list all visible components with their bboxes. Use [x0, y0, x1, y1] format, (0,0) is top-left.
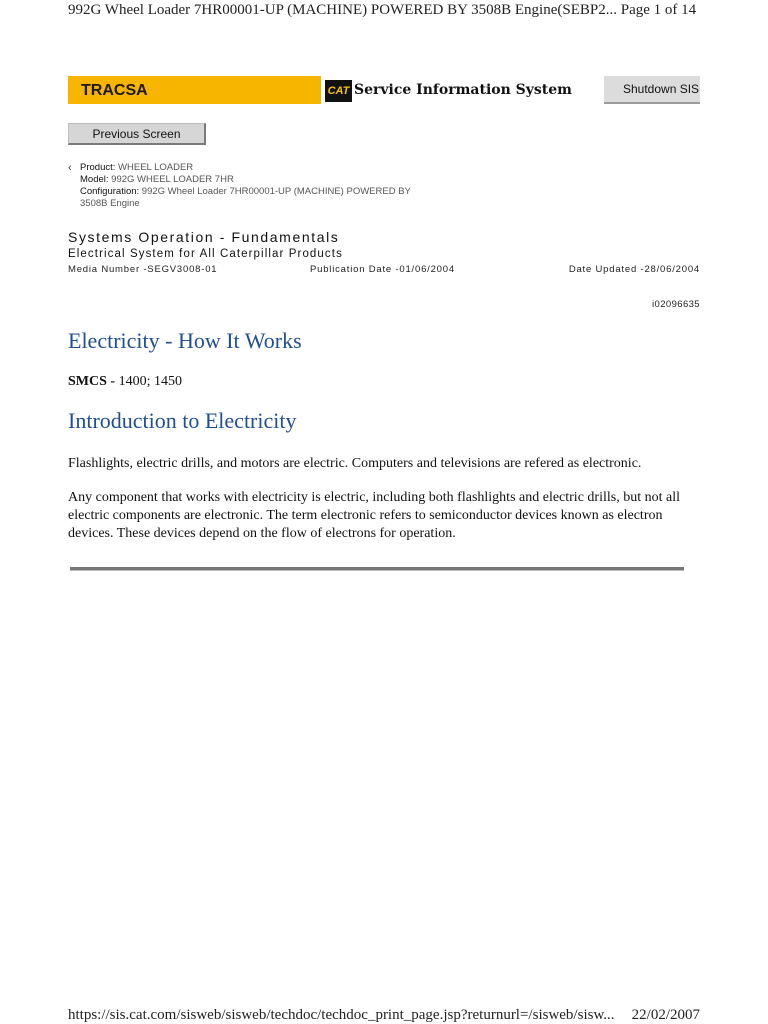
product-row: [68, 162, 488, 174]
model-row: [68, 174, 488, 186]
smcs-value: 1400; 1450: [118, 374, 182, 389]
product-value: WHEEL LOADER: [118, 162, 194, 173]
configuration-value-2: 3508B Engine: [80, 198, 140, 209]
footer-url: https://sis.cat.com/sisweb/sisweb/techdoc/techdoc_print_page.jsp?returnurl=/sisweb/sisw...: [68, 1007, 615, 1023]
model-value: 992G WHEEL LOADER 7HR: [111, 174, 234, 185]
configuration-row-2: [68, 198, 488, 210]
document-subtitle: Electrical System for All Caterpillar Products: [68, 248, 343, 260]
system-title: Service Information System: [354, 82, 572, 98]
product-label: Product:: [80, 162, 116, 173]
print-header-title: 992G Wheel Loader 7HR00001-UP (MACHINE) POWERED BY 3508B Engine(SEBP2... Page 1 of 14: [68, 2, 697, 18]
smcs-line: [68, 374, 182, 390]
shutdown-sis-button[interactable]: Shutdown SIS: [604, 76, 700, 104]
configuration-value: 992G Wheel Loader 7HR00001-UP (MACHINE) POWERED BY: [141, 186, 411, 197]
document-meta: [68, 264, 700, 278]
date-updated: Date Updated -28/06/2004: [568, 264, 700, 275]
publication-date: Publication Date -01/06/2004: [310, 264, 455, 275]
horizontal-divider: [70, 567, 684, 571]
print-header: [68, 0, 708, 20]
print-footer: [68, 1006, 700, 1024]
document-title: Systems Operation - Fundamentals: [68, 229, 340, 245]
configuration-row: [68, 186, 488, 198]
document-id: i02096635: [652, 299, 700, 310]
paragraph-1: Flashlights, electric drills, and motors are electric. Computers and televisions are refered as electronic.: [68, 456, 642, 471]
model-label: Model:: [80, 174, 109, 185]
section-heading: Introduction to Electricity: [68, 408, 297, 433]
paragraph-2: Any component that works with electricity is electric, including both flashlights and electric drills, but not all electric components are electronic. The term electronic refers to semiconductor devices known as electron devices. These devices depend on the flow of electrons for operation.: [68, 490, 680, 541]
product-info: [68, 162, 488, 210]
previous-screen-button[interactable]: Previous Screen: [68, 123, 206, 145]
cat-logo-icon: CAT: [325, 80, 352, 102]
back-arrow-icon[interactable]: ‹: [68, 162, 72, 174]
media-number: Media Number -SEGV3008-01: [68, 264, 218, 275]
page-heading: Electricity - How It Works: [68, 328, 302, 353]
sis-banner: [68, 76, 700, 104]
smcs-label: SMCS -: [68, 374, 116, 389]
configuration-label: Configuration:: [80, 186, 140, 197]
footer-date: 22/02/2007: [631, 1007, 700, 1023]
dealer-name: TRACSA: [68, 76, 321, 104]
